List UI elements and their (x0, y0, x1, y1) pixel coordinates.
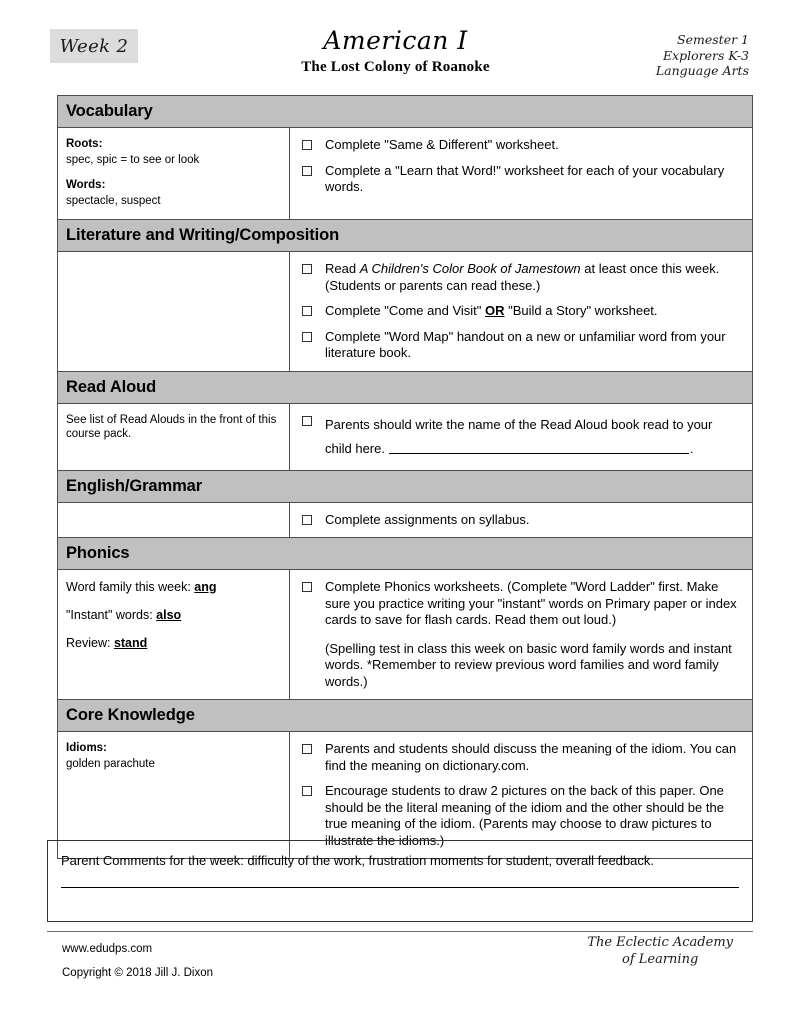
english-grammar-details (58, 503, 290, 538)
literature-details (58, 252, 290, 371)
task-item[interactable] (302, 163, 742, 196)
course-subtitle: The Lost Colony of Roanoke (301, 59, 490, 75)
checkbox-icon[interactable] (302, 744, 312, 754)
task-item[interactable] (302, 512, 742, 529)
task-label: Complete a "Learn that Word!" worksheet for each of your vocabulary words. (325, 162, 725, 194)
vocabulary-details (58, 128, 290, 219)
checkbox-icon[interactable] (302, 264, 312, 274)
checkbox-icon[interactable] (302, 306, 312, 316)
read-aloud-tasks (290, 404, 752, 470)
task-item[interactable] (302, 579, 742, 629)
section-body-read-aloud (58, 404, 752, 471)
checkbox-icon[interactable] (302, 332, 312, 342)
section-heading-vocabulary: Vocabulary (58, 96, 752, 128)
course-title: American I (323, 26, 468, 55)
words-value: spectacle, suspect (66, 195, 161, 207)
task-label: Complete "Word Map" handout on a new or unfamiliar word from your literature book. (325, 328, 726, 360)
section-read-aloud (58, 372, 752, 471)
meta-grade-level: Explorers K-3 (662, 47, 749, 63)
meta-subject: Language Arts (655, 63, 749, 78)
section-heading-core-knowledge: Core Knowledge (58, 700, 752, 732)
task-label: Complete Phonics worksheets. (Complete "Word Ladder" first. Make sure you practice writing your "instant" words on Primary paper or index cards to save for flash cards. Read them out loud.) (325, 579, 737, 627)
phonics-note: (Spelling test in class this week on basic word family words and instant words. *Remember to review previous word families and word family words.) (325, 640, 732, 689)
read-aloud-note: See list of Read Alouds in the front of this course pack. (66, 413, 277, 440)
meta-semester: Semester 1 (677, 32, 749, 47)
task-label: Encourage students to draw 2 pictures on the back of this paper. One should be the literal meaning of the idiom and the other should be the true meaning of the idiom. (Parents may choose to draw pictures to illustrate the idioms.) (325, 783, 724, 848)
task-item[interactable] (302, 329, 742, 362)
task-label: Read A Children's Color Book of Jamestown at least once this week. (Students or parents can read these.) (325, 261, 720, 293)
footer-brand-line2: of Learning (622, 952, 699, 967)
checkbox-icon[interactable] (302, 166, 312, 176)
vocabulary-tasks (290, 128, 752, 219)
footer-website[interactable]: www.edudps.com (62, 943, 153, 955)
task-label: Complete assignments on syllabus. (325, 511, 530, 527)
task-label: Parents and students should discuss the meaning of the idiom. You can find the meaning on dictionary.com. (325, 741, 737, 773)
word-family-row: Word family this week: ang (66, 580, 217, 594)
footer-copyright: Copyright © 2018 Jill J. Dixon (62, 967, 214, 979)
phonics-tasks (290, 570, 752, 699)
header-meta (656, 32, 749, 79)
section-body-literature (58, 252, 752, 372)
english-grammar-tasks (290, 503, 752, 538)
instant-words-row: "Instant" words: also (66, 608, 182, 622)
checkbox-icon[interactable] (302, 582, 312, 592)
page-footer (62, 937, 213, 985)
section-heading-read-aloud: Read Aloud (58, 372, 752, 404)
words-label: Words: (66, 179, 106, 191)
section-heading-literature: Literature and Writing/Composition (58, 220, 752, 252)
checkbox-icon[interactable] (302, 515, 312, 525)
footer-divider (47, 931, 753, 932)
literature-tasks (290, 252, 752, 371)
review-row: Review: stand (66, 636, 148, 650)
section-body-phonics (58, 570, 752, 700)
phonics-details (58, 570, 290, 699)
parent-comments-prompt: Parent Comments for the week: difficulty of the work, frustration moments for student, overall feedback. (61, 853, 654, 868)
parent-comments-box[interactable] (47, 840, 753, 922)
task-item[interactable] (302, 261, 742, 294)
section-body-english-grammar (58, 503, 752, 539)
task-item[interactable] (302, 413, 742, 461)
section-phonics (58, 538, 752, 700)
task-item[interactable] (302, 137, 742, 154)
read-aloud-details (58, 404, 290, 470)
task-label: Complete "Come and Visit" OR "Build a Story" worksheet. (325, 303, 658, 318)
section-heading-english-grammar: English/Grammar (58, 471, 752, 503)
roots-label: Roots: (66, 138, 103, 150)
footer-brand-line1: The Eclectic Academy (587, 935, 733, 950)
page-header (0, 0, 791, 86)
footer-brand (587, 934, 733, 968)
roots-value: spec, spic = to see or look (66, 154, 200, 166)
task-item[interactable] (302, 741, 742, 774)
section-core-knowledge (58, 700, 752, 858)
checkbox-icon[interactable] (302, 140, 312, 150)
parent-comments-writeline[interactable] (61, 887, 739, 888)
section-body-vocabulary (58, 128, 752, 220)
idioms-label: Idioms: (66, 742, 107, 754)
task-label: Complete "Same & Different" worksheet. (325, 137, 559, 152)
assignment-table (57, 95, 753, 859)
section-heading-phonics: Phonics (58, 538, 752, 570)
section-english-grammar (58, 471, 752, 539)
checkbox-icon[interactable] (302, 786, 312, 796)
checkbox-icon[interactable] (302, 416, 312, 426)
idioms-value: golden parachute (66, 758, 155, 770)
week-badge: Week 2 (50, 29, 138, 63)
write-in-blank[interactable] (389, 442, 689, 454)
task-label: Parents should write the name of the Read Aloud book read to your child here. . (325, 416, 713, 456)
section-vocabulary (58, 96, 752, 220)
task-item[interactable] (302, 303, 742, 320)
section-literature (58, 220, 752, 372)
